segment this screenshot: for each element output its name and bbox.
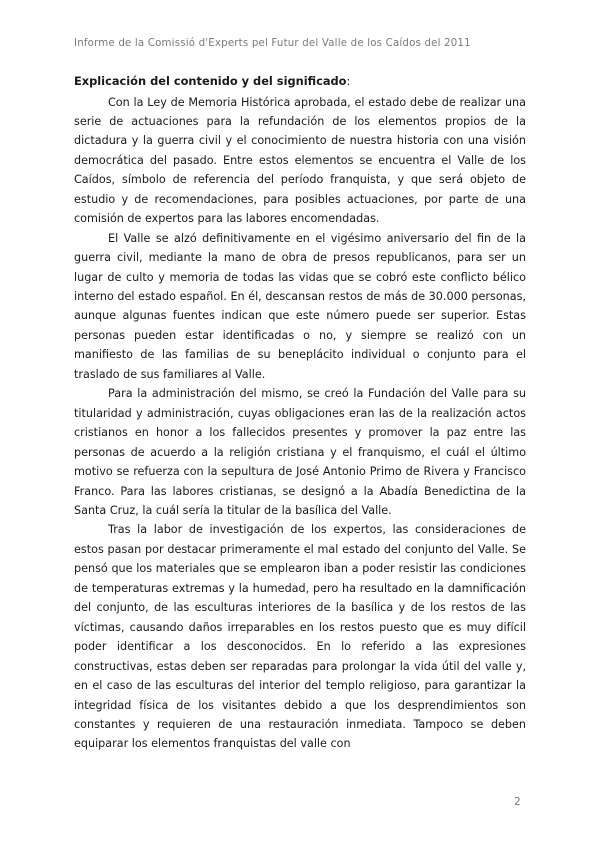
- paragraph-investigacion: Tras la labor de investigación de los expertos, las consideraciones de estos pasan por destacar primeramente el mal estado del conjunto del Valle. Se pensó que los materiales que se emplearon iban a poder resistir las condiciones de temperaturas extremas y la humedad, pero ha resultado en la damnificación del conjunto, de las esculturas interiores de la basílica y de los restos de las víctimas, causando daños irreparables en los restos puesto que es muy difícil poder identificar a los desconocidos. En lo referido a las expresiones constructivas, estas deben ser reparadas para prolongar la vida útil del valle y, en el caso de las esculturas del interior del templo religioso, para garantizar la integridad física de los visitantes debido a que los desprendimientos son constantes y requieren de una restauración inmediata. Tampoco se deben equiparar los elementos franquistas del valle con: [74, 523, 526, 751]
- page-number: 2: [514, 796, 521, 808]
- section-heading-colon: :: [346, 74, 351, 88]
- paragraph-fundacion: Para la administración del mismo, se creó la Fundación del Valle para su titularidad y administración, cuyas obligaciones eran las de la realización actos cristianos en honor a los fallecidos presentes y promover la paz entre las personas de acuerdo a la religión cristiana y el franquismo, el cuál el último motivo se refuerza con la sepultura de José Antonio Primo de Rivera y Francisco Franco. Para las labores cristianas, se designó a la Abadía Benedictina de la Santa Cruz, la cuál sería la titular de la basílica del Valle.: [74, 387, 526, 518]
- section-heading: [74, 72, 526, 92]
- paragraph-ley-memoria: Con la Ley de Memoria Histórica aprobada, el estado debe de realizar una serie de actuaciones para la refundación de los elementos propios de la dictadura y la guerra civil y el conocimiento de nuestra historia con una visión democrática del pasado. Entre estos elementos se encuentra el Valle de los Caídos, símbolo de referencia del período franquista, y que será objeto de estudio y de recomendaciones, para posibles actuaciones, por parte de una comisión de expertos para las labores encomendadas.: [74, 95, 526, 226]
- paragraph-valle-construccion: El Valle se alzó definitivamente en el vigésimo aniversario del fin de la guerra civil, mediante la mano de obra de presos republicanos, para ser un lugar de culto y memoria de todas las vidas que se cobró este conflicto bélico interno del estado español. En él, descansan restos de más de 30.000 personas, aunque algunas fuentes indican que este número puede ser superior. Estas personas pueden estar identificadas o no, y siempre se realizó con un manifiesto de las familias de su beneplácito individual o conjunto para el traslado de sus familiares al Valle.: [74, 231, 526, 381]
- running-header: Informe de la Comissió d'Experts pel Futur del Valle de los Caídos del 2011: [74, 38, 471, 49]
- page-body: [74, 72, 526, 754]
- section-heading-text: Explicación del contenido y del significado: [74, 74, 347, 88]
